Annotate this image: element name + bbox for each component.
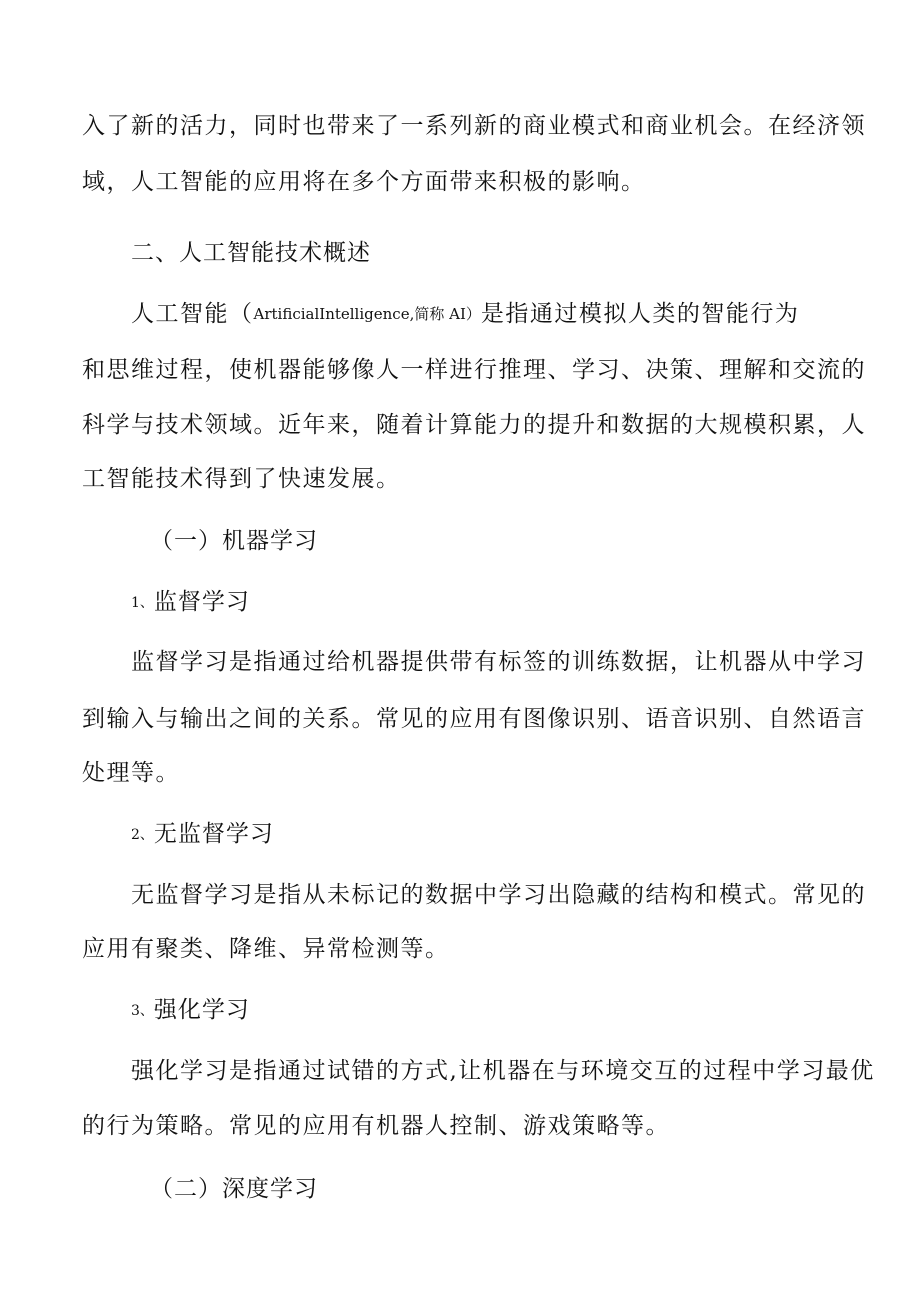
item-3-line-1: 强化学习是指通过试错的方式,让机器在与环境交互的过程中学习最优: [131, 1058, 875, 1084]
section-heading: 二、人工智能技术概述: [131, 240, 371, 266]
ai-line-3: 科学与技术领域。近年来，随着计算能力的提升和数据的大规模积累，人: [82, 412, 866, 438]
item-3-number: 3、: [131, 1003, 154, 1019]
item-1-line-2: 到输入与输出之间的关系。常见的应用有图像识别、语音识别、自然语言: [82, 706, 866, 732]
intro-line-2: 域，人工智能的应用将在多个方面带来积极的影响。: [82, 169, 646, 195]
item-2-title: 无监督学习: [153, 821, 274, 847]
item-3-title: 强化学习: [153, 997, 250, 1023]
item-1-number: 1、: [131, 595, 154, 611]
ai-line-1-suffix: 是指通过模拟人类的智能行为: [480, 301, 800, 327]
intro-line-1: 入了新的活力，同时也带来了一系列新的商业模式和商业机会。在经济领: [82, 113, 866, 139]
ai-line-2: 和思维过程，使机器能够像人一样进行推理、学习、决策、理解和交流的: [82, 357, 866, 383]
item-1-line-3: 处理等。: [82, 760, 180, 786]
item-3-heading: [131, 994, 250, 1027]
item-2-line-1: 无监督学习是指从未标记的数据中学习出隐藏的结构和模式。常见的: [131, 882, 866, 908]
item-2-number: 2、: [131, 827, 154, 843]
item-1-heading: [131, 586, 250, 619]
item-2-line-2: 应用有聚类、降维、异常检测等。: [82, 936, 450, 962]
subsection-1-heading: （一）机器学习: [150, 528, 318, 554]
ai-line-1-latin: ArtificialIntelligence,简称 AI）: [253, 305, 481, 323]
item-2-heading: [131, 818, 274, 851]
item-1-line-1: 监督学习是指通过给机器提供带有标签的训练数据，让机器从中学习: [131, 649, 866, 675]
ai-line-1: [131, 298, 799, 330]
ai-line-1-prefix: 人工智能（: [131, 301, 254, 327]
item-3-line-2: 的行为策略。常见的应用有机器人控制、游戏策略等。: [82, 1113, 670, 1139]
ai-line-4: 工智能技术得到了快速发展。: [82, 466, 401, 492]
subsection-2-heading: （二）深度学习: [150, 1176, 318, 1202]
item-1-title: 监督学习: [153, 589, 250, 615]
